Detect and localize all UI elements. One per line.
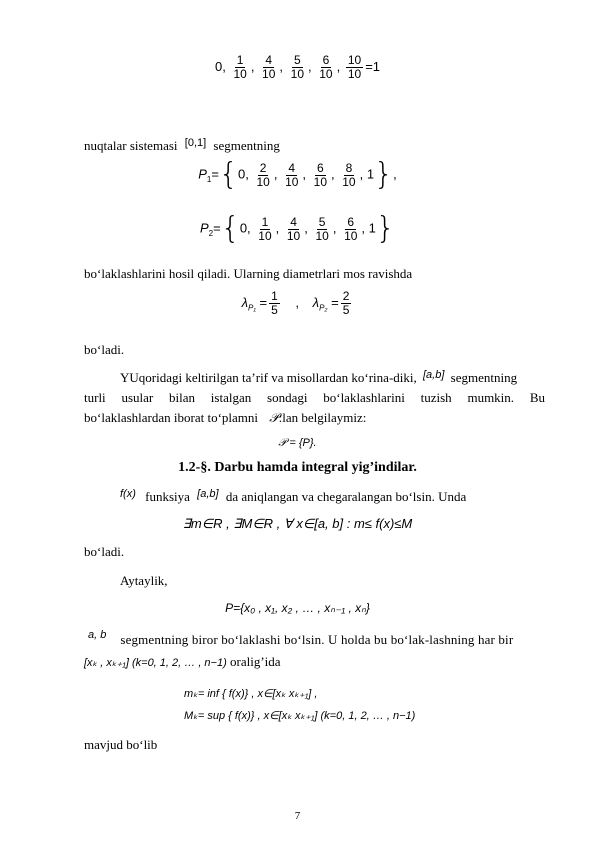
paragraph-3: bo‘ladi.	[84, 342, 125, 357]
paragraph-6: bo‘ladi.	[84, 544, 125, 559]
paragraph-4-line-3	[84, 410, 366, 426]
p1-frac-3: $\frac{6}{10}$	[313, 160, 328, 189]
formula-bounds: ∃m∈R , ∃M∈R , ∀ x∈[a, b] : m≤ f(x)≤M	[182, 516, 413, 531]
formula-lambdas: $\lambda_{P_1}$ = $\frac{1}{5}$ , $\lambda_{P_2}$ = $\frac{2}{5}$	[241, 289, 350, 317]
formula-mk: mₖ= inf { f(x)} , x∈[xₖ xₖ₊₁] ,	[184, 688, 318, 700]
p8-text: segmentning biror bo‘laklashi bo‘lsin. U holda bu bo‘lak-lashning har bir	[120, 632, 514, 647]
p8-segment: a, b	[88, 629, 107, 641]
p2-sub: 2	[208, 229, 214, 239]
lambda-1-sub: P₁	[248, 303, 256, 313]
brace-open: {	[218, 157, 238, 192]
p2-frac-4: $\frac{6}{10}$	[344, 214, 358, 243]
p5-segment: [a,b]	[197, 488, 219, 500]
p5-text-a: funksiya	[145, 489, 190, 504]
formula-p1: $P_1=\{0$, $\frac{2}{10}$ , $\frac{4}{10}$ , $\frac{6}{10}$ , $\frac{8}{10}$ , 1},	[198, 157, 397, 192]
p8-text-after: oralig’ida	[230, 654, 281, 669]
page-number: 7	[294, 810, 301, 822]
frac-1: $\frac{1}{10}$	[233, 53, 247, 81]
p2-frac-1: $\frac{1}{10}$	[258, 214, 272, 243]
frac-2: $\frac{4}{10}$	[262, 53, 276, 81]
paragraph-5	[120, 489, 466, 506]
paragraph-8-line-1	[88, 629, 545, 649]
p2-eq: =	[213, 220, 221, 236]
frac-4: $\frac{6}{10}$	[319, 53, 333, 81]
paragraph-4-line-1	[120, 370, 545, 387]
formula-Mk: Mₖ= sup { f(x)} , x∈[xₖ xₖ₊₁] (k=0, 1, 2, … , n−1)	[184, 710, 416, 722]
p4-line3-text-a: bo‘laklashlardan iborat to‘plamni	[84, 410, 259, 425]
paragraph-7: Aytaylik,	[120, 573, 168, 588]
paragraph-4-line-2: turli usular bilan istalgan sondagi bo‘laklashlarini tuzish mumkin. Bu	[84, 390, 545, 405]
p1-frac-2: $\frac{4}{10}$	[285, 160, 299, 189]
brace-close: }	[375, 211, 395, 246]
lambda-2-value: $\frac{2}{5}$	[342, 289, 350, 317]
p2-frac-2: $\frac{4}{10}$	[286, 214, 301, 243]
paragraph-8-line-2	[84, 654, 281, 671]
p2-one: 1	[368, 220, 376, 236]
lambda-1: λ	[241, 294, 249, 310]
lambda-2-sub: P₂	[319, 303, 328, 313]
formula-p2: $P_2=\{0$, $\frac{1}{10}$ , $\frac{4}{10}$ , $\frac{5}{10}$ , $\frac{6}{10}$ , 1}	[200, 211, 395, 246]
p1-one: 1	[366, 166, 375, 182]
paragraph-2: bo‘laklashlarini hosil qiladi. Ularning diametrlari mos ravishda	[84, 266, 413, 281]
p1-text-after: segmentning	[213, 138, 280, 153]
p4-text-b: segmentning	[450, 370, 518, 385]
p4-line3-text-b: :lan belgilaymiz:	[278, 410, 367, 425]
formula-set: 𝒫 = {P}.	[278, 437, 317, 449]
frac-5: $\frac{10}{10}$	[347, 53, 362, 81]
p1-label: P	[198, 166, 207, 182]
p1-segment: [0,1]	[184, 137, 207, 149]
set-symbol: 𝒫	[269, 410, 279, 425]
section-heading: 1.2-§. Darbu hamda integral yig’indilar.	[178, 460, 417, 475]
formula-tail: =1	[365, 58, 381, 74]
p2-frac-3: $\frac{5}{10}$	[315, 214, 329, 243]
p5-function: f(x)	[120, 488, 136, 500]
formula-zero: 0,	[214, 58, 226, 74]
p4-segment: [a,b]	[423, 369, 445, 381]
p1-frac-1: $\frac{2}{10}$	[256, 160, 270, 189]
brace-close: }	[374, 157, 394, 192]
p8-interval: [xₖ , xₖ₊₁] (k=0, 1, 2, … , n−1)	[84, 657, 227, 669]
top-formula: 0, $\frac{1}{10}$ , $\frac{4}{10}$ , $\frac{5}{10}$ , $\frac{6}{10}$ , $\frac{10}{10}$ =1	[214, 53, 381, 81]
formula-partition: P={x₀ , x₁, x₂ , … , xₙ₋₁ , xₙ}	[225, 601, 370, 615]
brace-open: {	[220, 211, 240, 246]
lambda-separator: ,	[295, 294, 300, 310]
p1-zero: 0,	[238, 166, 249, 182]
p1-frac-4: $\frac{8}{10}$	[342, 160, 356, 189]
p1-sub: 1	[206, 175, 212, 185]
lambda-2: λ	[312, 294, 320, 310]
p1-eq: =	[211, 166, 219, 182]
p5-text-b: da aniqlangan va chegaralangan bo‘lsin. Unda	[225, 489, 467, 504]
paragraph-9: mavjud bo‘lib	[84, 737, 158, 752]
lambda-1-value: $\frac{1}{5}$	[271, 289, 278, 317]
p1-text-before: nuqtalar sistemasi	[84, 138, 178, 153]
p2-label: P	[200, 220, 209, 236]
p4-text-a: YUqoridagi keltirilgan ta’rif va misollardan ko‘rina-diki,	[120, 370, 417, 385]
frac-3: $\frac{5}{10}$	[290, 53, 304, 81]
p2-zero: 0,	[239, 220, 251, 236]
paragraph-1	[84, 138, 280, 155]
